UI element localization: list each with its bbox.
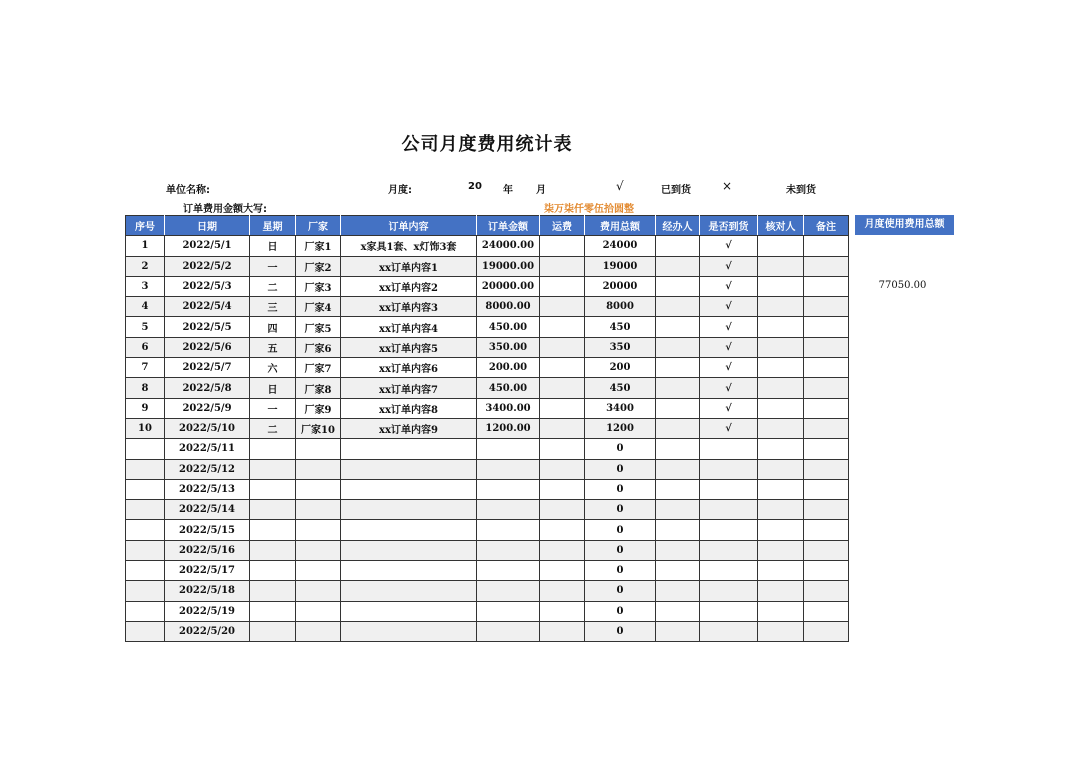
cell-no [126,601,165,621]
cell-handler [656,479,700,499]
cell-vendor [296,520,341,540]
table-row [126,601,849,621]
cell-no [126,500,165,520]
cell-freight [540,581,585,601]
cell-content [341,561,477,581]
cell-handler [656,459,700,479]
cell-date: 2022/5/11 [165,439,250,459]
cell-checker [758,520,804,540]
cell-no: 1 [126,236,165,256]
table-row [126,520,849,540]
cell-weekday [250,540,296,560]
expense-table [125,215,849,642]
cell-vendor [296,500,341,520]
cell-total: 1200 [585,418,656,438]
check-icon: √ [700,337,758,357]
cell-total: 200 [585,358,656,378]
cell-no [126,459,165,479]
cell-date: 2022/5/10 [165,418,250,438]
cell-no: 7 [126,358,165,378]
cell-vendor: 厂家1 [296,236,341,256]
cell-vendor: 厂家8 [296,378,341,398]
cell-content: xx订单内容6 [341,358,477,378]
not-arrived-legend-label: 未到货 [786,185,816,196]
cell-no [126,520,165,540]
table-row [126,479,849,499]
cell-freight [540,540,585,560]
cell-note [804,601,849,621]
cell-checker [758,621,804,641]
cell-amount [477,500,540,520]
cell-content [341,439,477,459]
cell-vendor: 厂家4 [296,297,341,317]
cell-checker [758,601,804,621]
month-char: 月 [536,185,546,196]
col-vendor-header: 厂家 [296,216,341,236]
cell-no: 6 [126,337,165,357]
cell-amount [477,459,540,479]
cell-weekday: 一 [250,398,296,418]
table-row [126,337,849,357]
cell-checker [758,297,804,317]
cell-checker [758,378,804,398]
cell-total: 20000 [585,276,656,296]
check-icon: √ [700,358,758,378]
cell-weekday [250,459,296,479]
cell-amount [477,621,540,641]
cell-arrived [700,601,758,621]
cell-vendor [296,621,341,641]
cell-amount: 20000.00 [477,276,540,296]
cell-handler [656,621,700,641]
cell-weekday [250,520,296,540]
year-prefix: 20 [468,181,482,192]
cell-weekday [250,561,296,581]
cell-checker [758,500,804,520]
table-row [126,418,849,438]
cell-vendor [296,439,341,459]
cell-no: 10 [126,418,165,438]
cell-vendor [296,581,341,601]
cell-note [804,561,849,581]
cell-arrived [700,500,758,520]
cell-handler [656,297,700,317]
cell-amount: 3400.00 [477,398,540,418]
col-amount-header: 订单金额 [477,216,540,236]
cell-checker [758,479,804,499]
cell-content [341,621,477,641]
cell-total: 450 [585,317,656,337]
cell-amount [477,581,540,601]
table-row [126,439,849,459]
cell-handler [656,500,700,520]
cell-freight [540,439,585,459]
cell-amount: 1200.00 [477,418,540,438]
cell-content: x家具1套、x灯饰3套 [341,236,477,256]
check-icon: √ [700,398,758,418]
cell-weekday [250,479,296,499]
cell-weekday: 六 [250,358,296,378]
cell-total: 0 [585,500,656,520]
table-row [126,358,849,378]
table-row [126,459,849,479]
cell-note [804,581,849,601]
cell-total: 0 [585,459,656,479]
cell-content [341,520,477,540]
cell-vendor [296,459,341,479]
cell-freight [540,621,585,641]
check-icon: √ [700,297,758,317]
cell-arrived [700,439,758,459]
cell-date: 2022/5/14 [165,500,250,520]
cell-amount: 24000.00 [477,236,540,256]
col-weekday-header: 星期 [250,216,296,236]
cell-vendor [296,540,341,560]
cell-freight [540,358,585,378]
table-body [126,236,849,642]
cell-note [804,358,849,378]
cell-vendor: 厂家5 [296,317,341,337]
table-header-row [126,216,849,236]
cell-weekday: 日 [250,378,296,398]
cell-content: xx订单内容2 [341,276,477,296]
cell-no [126,581,165,601]
cell-date: 2022/5/18 [165,581,250,601]
col-checker-header: 核对人 [758,216,804,236]
cell-freight [540,337,585,357]
cell-checker [758,317,804,337]
cell-amount: 200.00 [477,358,540,378]
cell-handler [656,439,700,459]
cell-handler [656,358,700,378]
col-content-header: 订单内容 [341,216,477,236]
cell-no: 2 [126,256,165,276]
cell-no [126,561,165,581]
cell-vendor: 厂家6 [296,337,341,357]
cell-amount [477,540,540,560]
cell-total: 0 [585,479,656,499]
cell-note [804,317,849,337]
cell-content: xx订单内容8 [341,398,477,418]
check-icon: √ [700,418,758,438]
col-note-header: 备注 [804,216,849,236]
cell-amount: 450.00 [477,378,540,398]
cell-handler [656,378,700,398]
table-row [126,540,849,560]
cell-freight [540,561,585,581]
cell-note [804,418,849,438]
cell-vendor: 厂家10 [296,418,341,438]
cell-note [804,297,849,317]
cell-checker [758,398,804,418]
cell-total: 0 [585,581,656,601]
cell-weekday: 三 [250,297,296,317]
cell-amount: 450.00 [477,317,540,337]
cell-checker [758,581,804,601]
cell-date: 2022/5/16 [165,540,250,560]
cell-total: 450 [585,378,656,398]
cell-checker [758,236,804,256]
cell-date: 2022/5/2 [165,256,250,276]
table-row [126,398,849,418]
arrived-legend-label: 已到货 [661,185,691,196]
cell-checker [758,540,804,560]
monthly-total-value: 77050.00 [878,280,927,291]
cell-date: 2022/5/19 [165,601,250,621]
cell-date: 2022/5/4 [165,297,250,317]
cell-total: 0 [585,601,656,621]
cell-content [341,581,477,601]
cell-note [804,439,849,459]
cell-vendor: 厂家9 [296,398,341,418]
cell-date: 2022/5/7 [165,358,250,378]
cell-total: 0 [585,540,656,560]
cell-arrived [700,621,758,641]
cell-checker [758,439,804,459]
cell-date: 2022/5/1 [165,236,250,256]
amount-in-words-value: 柒万柒仟零伍拾圆整 [544,204,634,215]
cell-date: 2022/5/17 [165,561,250,581]
cell-amount [477,601,540,621]
cell-amount [477,439,540,459]
cell-vendor [296,561,341,581]
cell-note [804,378,849,398]
cell-weekday: 日 [250,236,296,256]
cell-no: 8 [126,378,165,398]
cell-freight [540,500,585,520]
cell-checker [758,459,804,479]
cell-amount: 350.00 [477,337,540,357]
cell-note [804,540,849,560]
cell-freight [540,520,585,540]
cell-weekday: 四 [250,317,296,337]
cell-content [341,479,477,499]
cell-no [126,621,165,641]
table-row [126,256,849,276]
cell-handler [656,418,700,438]
cell-content [341,500,477,520]
cell-freight [540,459,585,479]
cell-amount [477,479,540,499]
cell-content [341,540,477,560]
cell-weekday [250,621,296,641]
cell-arrived [700,540,758,560]
table-row [126,561,849,581]
cell-content: xx订单内容7 [341,378,477,398]
table-row [126,297,849,317]
cell-handler [656,236,700,256]
cell-content: xx订单内容9 [341,418,477,438]
cell-no [126,479,165,499]
col-handler-header: 经办人 [656,216,700,236]
cell-date: 2022/5/20 [165,621,250,641]
cell-total: 3400 [585,398,656,418]
cell-content: xx订单内容5 [341,337,477,357]
cross-icon: × [722,179,733,193]
cell-freight [540,236,585,256]
cell-content [341,601,477,621]
cell-handler [656,540,700,560]
amount-in-words-label: 订单费用金额大写: [183,204,267,215]
col-date-header: 日期 [165,216,250,236]
cell-total: 350 [585,337,656,357]
cell-vendor: 厂家2 [296,256,341,276]
cell-checker [758,418,804,438]
check-icon: √ [700,378,758,398]
cell-checker [758,276,804,296]
col-no-header: 序号 [126,216,165,236]
cell-date: 2022/5/8 [165,378,250,398]
cell-arrived [700,520,758,540]
table-row [126,500,849,520]
cell-total: 0 [585,520,656,540]
cell-handler [656,337,700,357]
cell-freight [540,479,585,499]
cell-date: 2022/5/12 [165,459,250,479]
cell-note [804,459,849,479]
cell-weekday: 二 [250,418,296,438]
cell-total: 8000 [585,297,656,317]
cell-note [804,621,849,641]
cell-no [126,439,165,459]
cell-arrived [700,459,758,479]
cell-arrived [700,581,758,601]
cell-date: 2022/5/6 [165,337,250,357]
cell-content: xx订单内容3 [341,297,477,317]
monthly-total-header: 月度使用费用总额 [855,215,954,235]
cell-note [804,479,849,499]
table-row [126,236,849,256]
table-row [126,621,849,641]
table-row [126,317,849,337]
cell-total: 0 [585,439,656,459]
col-arrived-header: 是否到货 [700,216,758,236]
cell-vendor: 厂家3 [296,276,341,296]
cell-checker [758,337,804,357]
cell-freight [540,276,585,296]
cell-weekday: 二 [250,276,296,296]
cell-note [804,337,849,357]
check-icon: √ [700,256,758,276]
cell-total: 0 [585,561,656,581]
cell-arrived [700,479,758,499]
cell-note [804,520,849,540]
check-icon: √ [700,236,758,256]
arrived-check-icon: √ [616,179,624,193]
cell-weekday: 一 [250,256,296,276]
cell-note [804,500,849,520]
table-row [126,276,849,296]
cell-date: 2022/5/15 [165,520,250,540]
cell-note [804,236,849,256]
col-total-header: 费用总额 [585,216,656,236]
cell-no: 4 [126,297,165,317]
cell-freight [540,378,585,398]
cell-note [804,276,849,296]
unit-name-label: 单位名称: [166,185,210,196]
cell-date: 2022/5/13 [165,479,250,499]
month-label: 月度: [388,185,412,196]
cell-handler [656,276,700,296]
cell-weekday [250,581,296,601]
cell-total: 0 [585,621,656,641]
cell-date: 2022/5/9 [165,398,250,418]
cell-no: 5 [126,317,165,337]
cell-checker [758,358,804,378]
cell-content: xx订单内容1 [341,256,477,276]
cell-handler [656,561,700,581]
cell-amount [477,561,540,581]
cell-checker [758,256,804,276]
cell-date: 2022/5/3 [165,276,250,296]
cell-content [341,459,477,479]
cell-date: 2022/5/5 [165,317,250,337]
cell-handler [656,256,700,276]
cell-amount [477,520,540,540]
cell-note [804,398,849,418]
cell-handler [656,317,700,337]
cell-no: 3 [126,276,165,296]
cell-weekday [250,500,296,520]
cell-weekday [250,439,296,459]
cell-freight [540,297,585,317]
cell-freight [540,398,585,418]
cell-freight [540,418,585,438]
cell-weekday: 五 [250,337,296,357]
table-row [126,581,849,601]
cell-freight [540,256,585,276]
cell-handler [656,520,700,540]
cell-amount: 19000.00 [477,256,540,276]
cell-weekday [250,601,296,621]
cell-vendor [296,601,341,621]
cell-note [804,256,849,276]
cell-handler [656,398,700,418]
check-icon: √ [700,317,758,337]
col-freight-header: 运费 [540,216,585,236]
cell-freight [540,601,585,621]
cell-arrived [700,561,758,581]
page-title: 公司月度费用统计表 [401,134,573,155]
table-row [126,378,849,398]
check-icon: √ [700,276,758,296]
cell-handler [656,601,700,621]
cell-freight [540,317,585,337]
cell-content: xx订单内容4 [341,317,477,337]
cell-vendor [296,479,341,499]
cell-no [126,540,165,560]
cell-checker [758,561,804,581]
cell-vendor: 厂家7 [296,358,341,378]
cell-handler [656,581,700,601]
year-char: 年 [503,185,513,196]
cell-total: 19000 [585,256,656,276]
cell-amount: 8000.00 [477,297,540,317]
cell-total: 24000 [585,236,656,256]
cell-no: 9 [126,398,165,418]
